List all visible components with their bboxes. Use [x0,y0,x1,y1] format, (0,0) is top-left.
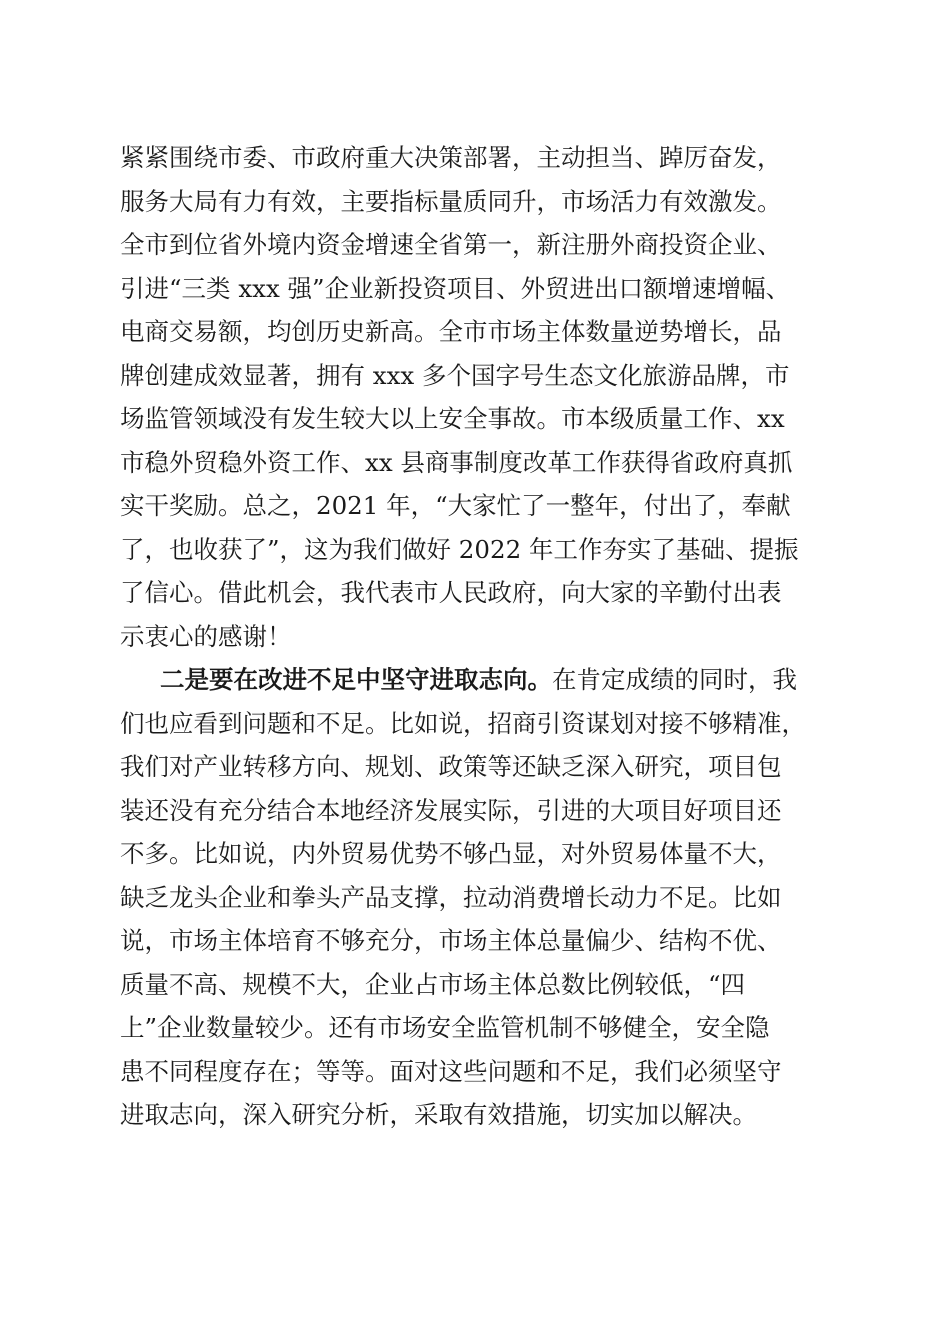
paragraph-line: 了，也收获了”，这为我们做好 2022 年工作夯实了基础、提振 [120,534,799,564]
paragraph-line: 缺乏龙头企业和拳头产品支撑，拉动消费增长动力不足。比如 [120,882,782,912]
paragraph-line: 实干奖励。总之，2021 年，“大家忙了一整年，付出了，奉献 [120,491,791,520]
paragraph-line: 不多。比如说，内外贸易优势不够凸显，对外贸易体量不大， [120,839,782,868]
paragraph-line: 患不同程度存在；等等。面对这些问题和不足，我们必须坚守 [120,1056,782,1086]
paragraph-line: 示衷心的感谢！ [120,621,292,651]
paragraph-line: 全市到位省外境内资金增速全省第一，新注册外商投资企业、 [120,230,782,259]
paragraph-line: 上”企业数量较少。还有市场安全监管机制不够健全，安全隐 [120,1013,770,1042]
paragraph-line: 场监管领域没有发生较大以上安全事故。市本级质量工作、xx [120,404,785,433]
paragraph-line: 了信心。借此机会，我代表市人民政府，向大家的辛勤付出表 [120,578,782,607]
section-heading: 二是要在改进不足中坚守进取志向。 [160,665,552,694]
paragraph-line: 装还没有充分结合本地经济发展实际，引进的大项目好项目还 [120,795,782,825]
paragraph-first-line [120,658,840,702]
paragraph-line: 市稳外贸稳外资工作、xx 县商事制度改革工作获得省政府真抓 [120,447,793,477]
paragraph-line-rest: 在肯定成绩的同时，我 [552,665,797,694]
paragraph-line: 们也应看到问题和不足。比如说，招商引资谋划对接不够精准， [120,708,806,738]
paragraph-line: 质量不高、规模不大，企业占市场主体总数比例较低，“四 [120,969,746,999]
paragraph-line: 牌创建成效显著，拥有 xxx 多个国字号生态文化旅游品牌，市 [120,360,790,390]
paragraph-line: 电商交易额，均创历史新高。全市市场主体数量逆势增长，品 [120,317,782,346]
paragraph-line: 说，市场主体培育不够充分，市场主体总量偏少、结构不优、 [120,926,782,955]
paragraph-line: 紧紧围绕市委、市政府重大决策部署，主动担当、踔厉奋发， [120,143,782,172]
paragraph-line: 我们对产业转移方向、规划、政策等还缺乏深入研究，项目包 [120,752,782,781]
paragraph-shortcomings [120,658,840,1137]
paragraph-line: 服务大局有力有效，主要指标量质同升，市场活力有效激发。 [120,186,782,216]
document-body [120,136,840,1137]
paragraph-line: 进取志向，深入研究分析，采取有效措施，切实加以解决。 [120,1100,757,1129]
paragraph-line: 引进“三类 xxx 强”企业新投资项目、外贸进出口额增速增幅、 [120,273,791,303]
paragraph-achievements [120,136,840,658]
